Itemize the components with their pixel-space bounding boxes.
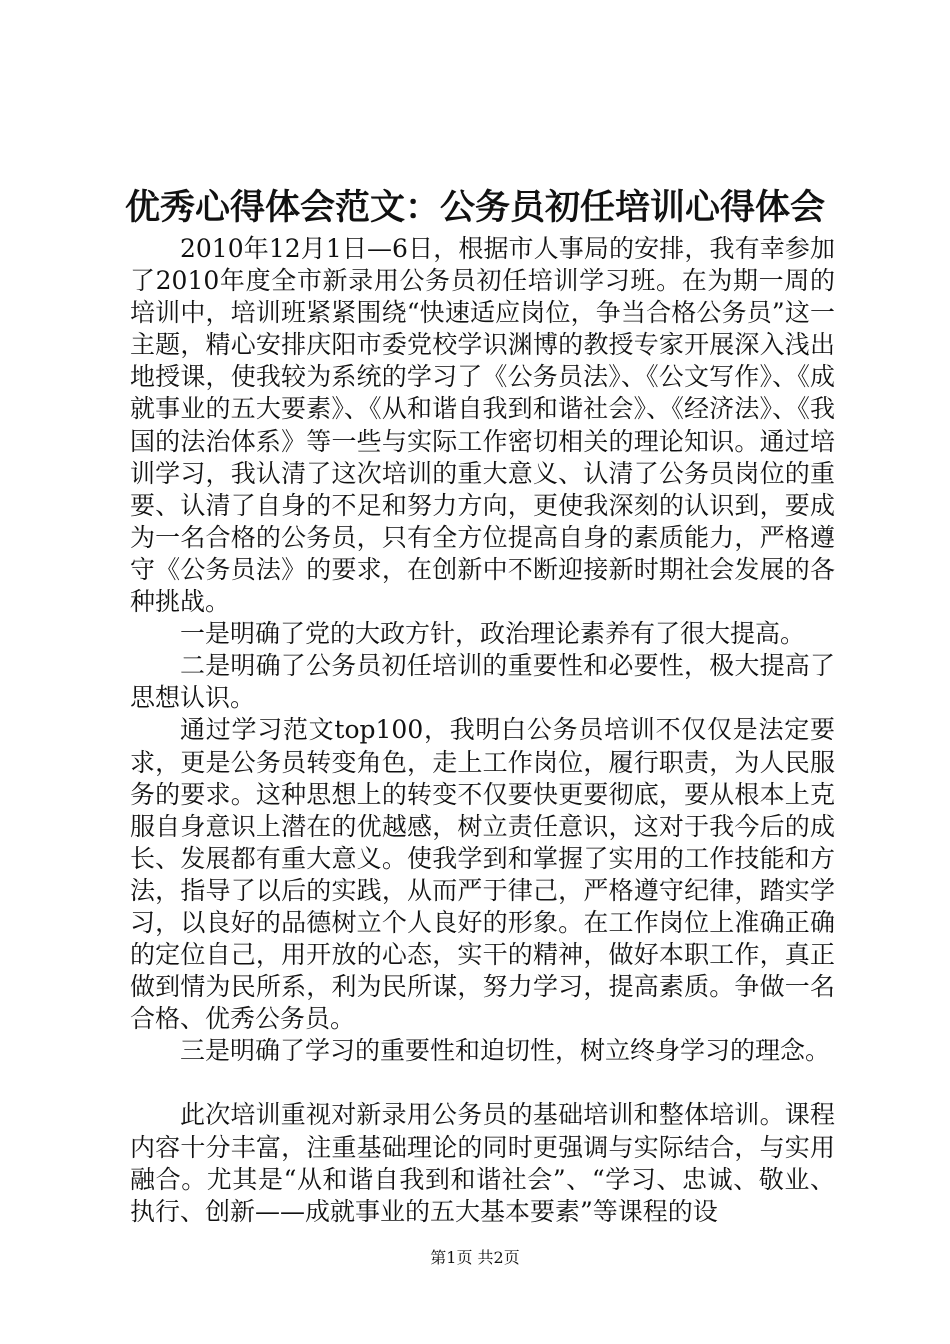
paragraph-study-reflection: 通过学习范文top100，我明白公务员培训不仅仅是法定要求，更是公务员转变角色，走上工作岗位，履行职责，为人民服务的要求。这种思想上的转变不仅要快更要彻底，要从根本上克服自身意识上潜在的优越感，树立责任意识，这对于我今后的成长、发展都有重大意义。使我学到和掌握了实用的工作技能和方法，指导了以后的实践，从而严于律己，严格遵守纪律，踏实学习，以良好的品德树立个人良好的形象。在工作岗位上准确正确的定位自己，用开放的心态，实干的精神，做好本职工作，真正做到情为民所系，利为民所谋，努力学习，提高素质。争做一名合格、优秀公务员。 <box>130 715 835 1034</box>
paragraph-point-three: 三是明确了学习的重要性和迫切性，树立终身学习的理念。 <box>180 1036 831 1066</box>
document-body <box>130 233 835 1228</box>
paragraph-training-content: 此次培训重视对新录用公务员的基础培训和整体培训。课程内容十分丰富，注重基础理论的同时更强调与实际结合，与实用融合。尤其是“从和谐自我到和谐社会”、“学习、忠诚、敬业、执行、创新——成就事业的五大基本要素”等课程的设 <box>130 1100 835 1226</box>
page-footer: 第1页 共2页 <box>430 1248 520 1267</box>
paragraph-point-two: 二是明确了公务员初任培训的重要性和必要性，极大提高了思想认识。 <box>130 651 835 713</box>
paragraph-intro: 2010年12月1日—6日，根据市人事局的安排，我有幸参加了2010年度全市新录用公务员初任培训学习班。在为期一周的培训中，培训班紧紧围绕“快速适应岗位，争当合格公务员”这一主题，精心安排庆阳市委党校学识渊博的教授专家开展深入浅出地授课，使我较为系统的学习了《公务员法》、《公文写作》、《成就事业的五大要素》、《从和谐自我到和谐社会》、《经济法》、《我国的法治体系》等一些与实际工作密切相关的理论知识。通过培训学习，我认清了这次培训的重大意义、认清了公务员岗位的重要、认清了自身的不足和努力方向，更使我深刻的认识到，要成为一名合格的公务员，只有全方位提高自身的素质能力，严格遵守《公务员法》的要求，在创新中不断迎接新时期社会发展的各种挑战。 <box>130 234 835 617</box>
paragraph-point-one: 一是明确了党的大政方针，政治理论素养有了很大提高。 <box>180 619 806 649</box>
document-title: 优秀心得体会范文：公务员初任培训心得体会 <box>124 187 825 228</box>
